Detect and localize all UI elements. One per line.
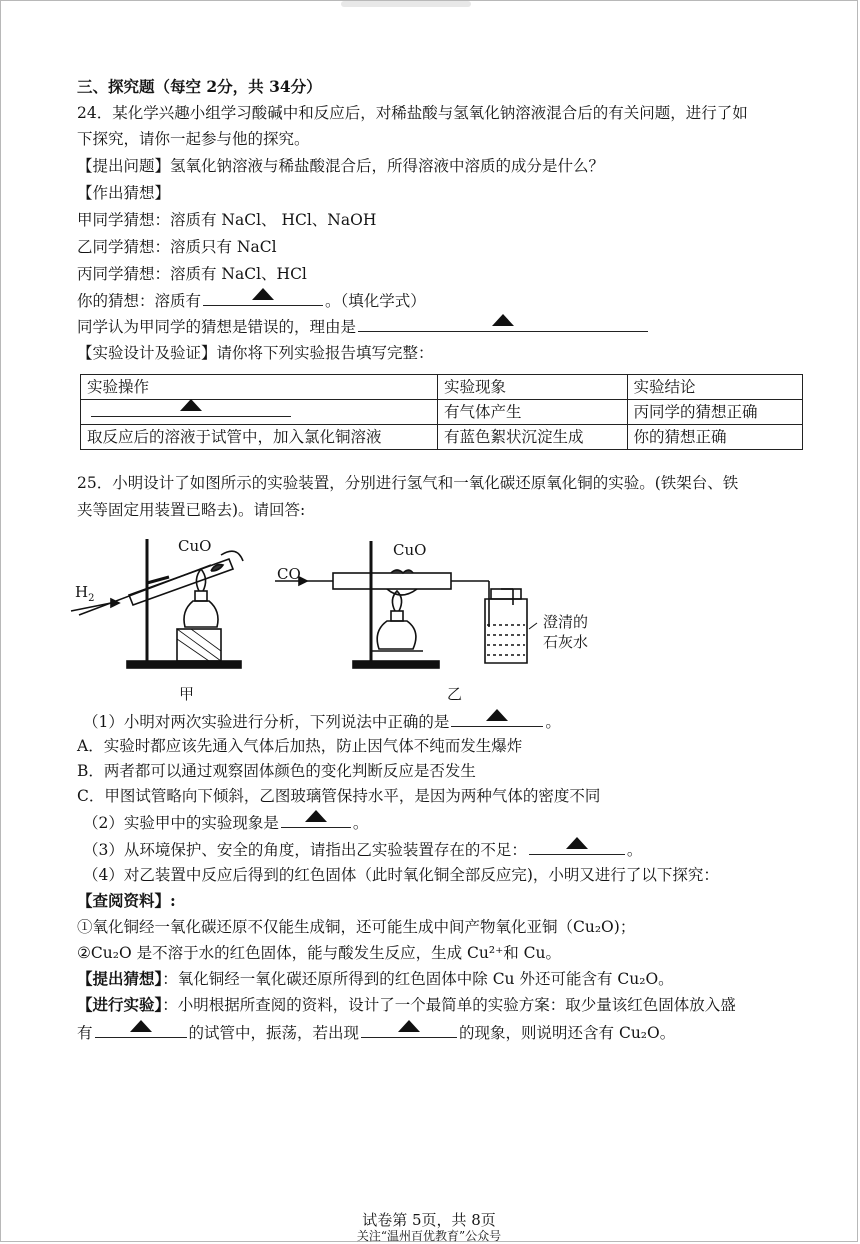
table-row xyxy=(81,425,803,450)
label-limewater-2: 石灰水 xyxy=(543,633,589,651)
footer-note: 关注“温州百优教育”公众号 xyxy=(356,1229,502,1243)
sub2-suffix: 。 xyxy=(352,814,369,832)
label-h2-sub: 2 xyxy=(88,593,95,604)
triangle-marker-icon xyxy=(566,837,588,849)
table-cell: 有气体产生 xyxy=(437,400,627,425)
experiment-line-2 xyxy=(77,1022,827,1043)
apparatus-jia xyxy=(71,539,243,668)
answer-blank-sub2[interactable] xyxy=(281,812,351,828)
experiment-report-table xyxy=(80,374,803,450)
q25-intro-line1: 25．小明设计了如图所示的实验装置，分别进行氢气和一氧化碳还原氧化铜的实验。(铁架台、铁 xyxy=(77,474,739,492)
label-cuo-jia: CuO xyxy=(178,537,212,555)
table-header-operation: 实验操作 xyxy=(81,375,438,400)
answer-blank-solution[interactable] xyxy=(95,1022,187,1038)
answer-blank-reason[interactable] xyxy=(358,316,648,332)
label-h2 xyxy=(75,583,94,604)
option-c: C．甲图试管略向下倾斜，乙图玻璃管保持水平，是因为两种气体的密度不同 xyxy=(77,787,601,805)
hypothesis-line xyxy=(77,969,827,989)
q24-your-guess xyxy=(77,290,827,311)
q24-guess-yi: 乙同学猜想：溶质只有 NaCl xyxy=(77,238,277,256)
table-header-conclusion: 实验结论 xyxy=(627,375,803,400)
triangle-marker-icon xyxy=(130,1020,152,1032)
apparatus-figure xyxy=(61,531,621,705)
option-b: B．两者都可以通过观察固体颜色的变化判断反应是否发生 xyxy=(77,762,476,780)
table-cell: 丙同学的猜想正确 xyxy=(627,400,803,425)
triangle-marker-icon xyxy=(305,810,327,822)
answer-blank-phenomenon[interactable] xyxy=(361,1022,457,1038)
table-cell: 有蓝色絮状沉淀生成 xyxy=(437,425,627,450)
q25-sub2 xyxy=(83,812,827,833)
ref-head: 【查阅资料】: xyxy=(77,891,176,910)
exp-l2-middle: 的试管中，振荡，若出现 xyxy=(188,1024,360,1042)
label-limewater-1: 澄清的 xyxy=(543,613,589,631)
q24-intro-line1: 24．某化学兴趣小组学习酸碱中和反应后，对稀盐酸与氢氧化钠溶液混合后的有关问题，进行了如 xyxy=(77,104,748,122)
experiment-body: ：小明根据所查阅的资料，设计了一个最简单的实验方案：取少量该红色固体放入盛 xyxy=(162,996,736,1014)
ref-item-1: ①氧化铜经一氧化碳还原不仅能生成铜，还可能生成中间产物氧化亚铜（Cu₂O)； xyxy=(77,918,636,936)
q24-guess-bing: 丙同学猜想：溶质有 NaCl、HCl xyxy=(77,265,307,283)
sub2-prefix: （2）实验甲中的实验现象是 xyxy=(83,814,279,832)
triangle-marker-icon xyxy=(180,399,202,411)
label-cuo-yi: CuO xyxy=(393,541,427,559)
limewater-bottle xyxy=(485,599,527,663)
triangle-marker-icon xyxy=(486,709,508,721)
apparatus-yi xyxy=(275,541,537,668)
answer-blank-sub3[interactable] xyxy=(529,839,625,855)
q25-intro-line2: 夹等固定用装置已略去)。请回答: xyxy=(77,501,306,519)
q25-sub1 xyxy=(83,711,827,732)
apparatus-drawing xyxy=(61,531,621,701)
stand-base xyxy=(127,661,241,668)
your-guess-suffix: 。（填化学式） xyxy=(325,292,426,310)
ref-item-2: ②Cu₂O 是不溶于水的红色固体，能与酸发生反应，生成 Cu²⁺和 Cu。 xyxy=(77,944,562,962)
sub1-suffix: 。 xyxy=(545,713,561,731)
exp-l2-suffix: 的现象，则说明还含有 Cu₂O。 xyxy=(459,1024,676,1042)
table-row xyxy=(81,400,803,425)
label-yi: 乙 xyxy=(447,685,463,703)
table-cell: 取反应后的溶液于试管中，加入氯化铜溶液 xyxy=(81,425,438,450)
experiment-head: 【进行实验】 xyxy=(77,995,163,1014)
answer-blank-sub1[interactable] xyxy=(451,711,543,727)
answer-blank-operation[interactable] xyxy=(91,401,291,417)
footer-page-number: 试卷第 5页，共 8页 xyxy=(362,1211,496,1229)
q25-sub4: （4）对乙装置中反应后得到的红色固体（此时氧化铜全部反应完)，小明又进行了以下探究： xyxy=(83,866,719,884)
glass-tube xyxy=(333,573,451,589)
scan-artifact xyxy=(341,1,471,7)
section-title: 三、探究题（每空 2分，共 34分） xyxy=(77,77,322,96)
q24-guess-jia: 甲同学猜想：溶质有 NaCl、 HCl、NaOH xyxy=(77,211,377,229)
q25-sub3 xyxy=(83,839,827,860)
exp-l2-prefix: 有 xyxy=(77,1024,93,1042)
q24-hypothesis-head: 【作出猜想】 xyxy=(77,184,171,202)
table-header-phenomenon: 实验现象 xyxy=(437,375,627,400)
your-guess-prefix: 你的猜想：溶质有 xyxy=(77,292,202,310)
label-co: CO xyxy=(277,565,301,583)
delivery-tube xyxy=(79,565,211,615)
triangle-marker-icon xyxy=(398,1020,420,1032)
option-a: A．实验时都应该先通入气体后加热，防止因气体不纯而发生爆炸 xyxy=(77,737,523,755)
table-cell-operation-blank xyxy=(81,400,438,425)
answer-blank-your-guess[interactable] xyxy=(203,290,323,306)
q24-design-head: 【实验设计及验证】请你将下列实验报告填写完整： xyxy=(77,344,434,362)
alcohol-lamp xyxy=(377,621,416,649)
sub1-prefix: （1）小明对两次实验进行分析，下列说法中正确的是 xyxy=(83,713,450,731)
reason-prefix: 同学认为甲同学的猜想是错误的，理由是 xyxy=(77,318,357,336)
triangle-marker-icon xyxy=(492,314,514,326)
sub3-suffix: 。 xyxy=(626,841,643,859)
stand-base xyxy=(353,661,439,668)
hypothesis-body: ：氧化铜经一氧化碳还原所得到的红色固体中除 Cu 外还可能含有 Cu₂O。 xyxy=(162,970,674,988)
q24-intro-line2: 下探究，请你一起参与他的探究。 xyxy=(77,130,310,148)
triangle-marker-icon xyxy=(252,288,274,300)
label-jia: 甲 xyxy=(179,685,195,703)
experiment-line xyxy=(77,995,827,1015)
sub3-prefix: （3）从环境保护、安全的角度，请指出乙实验装置存在的不足： xyxy=(83,841,527,859)
label-h2-main: H xyxy=(75,583,89,601)
table-cell: 你的猜想正确 xyxy=(627,425,803,450)
hypothesis-head: 【提出猜想】 xyxy=(77,969,163,988)
q24-reason xyxy=(77,316,827,337)
alcohol-lamp xyxy=(184,601,218,627)
q24-question: 【提出问题】氢氧化钠溶液与稀盐酸混合后，所得溶液中溶质的成分是什么？ xyxy=(77,157,605,175)
table-header-row xyxy=(81,375,803,400)
